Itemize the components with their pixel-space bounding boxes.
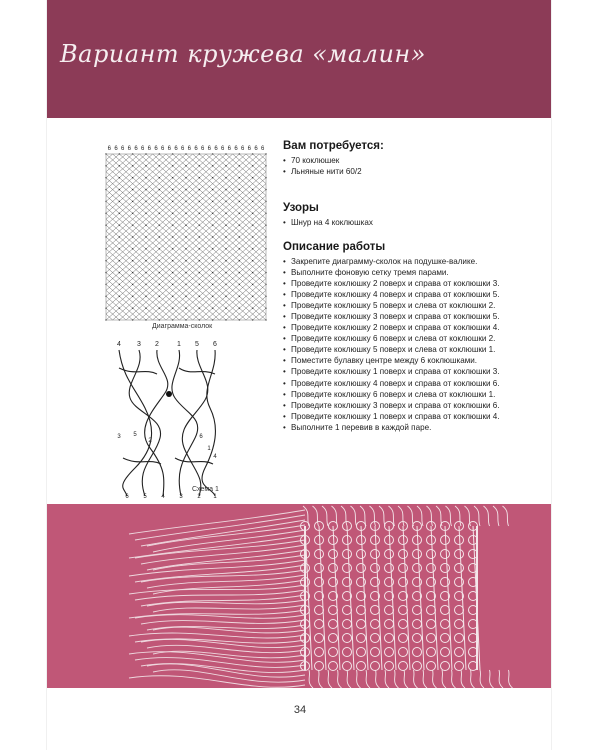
page-number: 34 — [293, 704, 307, 716]
list-item: • Проведите коклюшку 6 поверх и слева от коклюшки 1. — [283, 389, 500, 400]
list-item: • Проведите коклюшку 4 поверх и справа от коклюшки 5. — [283, 289, 500, 300]
pricking-number: 6 — [254, 146, 258, 152]
header-banner — [47, 0, 551, 118]
scheme-number: 2 — [197, 494, 201, 500]
list-item: • Проведите коклюшку 1 поверх и справа от коклюшки 3. — [283, 366, 500, 377]
list-item: • Льняные нити 60/2 — [283, 166, 384, 177]
patterns-list — [283, 217, 373, 228]
list-item: • Выполните 1 перевив в каждой паре. — [283, 422, 500, 433]
pricking-number: 6 — [194, 146, 198, 152]
scheme-number: 4 — [213, 454, 217, 460]
pricking-number: 6 — [147, 146, 152, 152]
scheme-number: 4 — [161, 494, 165, 500]
lace-photo — [47, 504, 551, 688]
needs-section — [283, 140, 384, 177]
pricking-caption: Диаграмма-сколок — [152, 323, 213, 330]
list-item: • Проведите коклюшку 6 поверх и слева от коклюшки 2. — [283, 333, 500, 344]
list-item: • Закрепите диаграмму-сколок на подушке-валике. — [283, 256, 500, 267]
pricking-number: 6 — [227, 146, 232, 152]
pin-dot — [166, 391, 172, 397]
pricking-number: 6 — [127, 146, 132, 152]
scheme-number: 1 — [177, 341, 181, 348]
braid-scheme — [105, 338, 233, 500]
pricking-number: 6 — [240, 146, 245, 152]
scheme-number: 5 — [133, 432, 137, 438]
list-item: • Проведите коклюшку 5 поверх и слева от коклюшки 1. — [283, 344, 500, 355]
scheme-number: 3 — [179, 494, 183, 500]
pricking-number: 6 — [187, 146, 192, 152]
scheme-number: 5 — [195, 341, 199, 348]
scheme-number: 3 — [137, 341, 141, 348]
scheme-caption: Схема 1 — [192, 486, 219, 493]
scheme-number: 1 — [207, 446, 211, 452]
list-item: • Проведите коклюшку 2 поверх и справа от коклюшки 4. — [283, 322, 500, 333]
pricking-number: 6 — [134, 146, 138, 152]
pricking-number: 6 — [214, 146, 218, 152]
work-heading: Описание работы — [283, 241, 386, 253]
scheme-number: 4 — [117, 341, 121, 348]
pricking-number: 6 — [247, 146, 252, 152]
list-item: • Шнур на 4 коклюшках — [283, 217, 373, 228]
work-list — [283, 256, 500, 433]
pricking-number: 6 — [167, 146, 172, 152]
needs-list — [283, 155, 384, 177]
pricking-number: 6 — [234, 146, 238, 152]
patterns-section — [283, 202, 373, 228]
pricking-grid — [103, 142, 269, 328]
page-title: Вариант кружева «малин» — [60, 40, 426, 68]
list-item: • Проведите коклюшку 2 поверх и справа от коклюшки 3. — [283, 278, 500, 289]
pricking-number: 6 — [114, 146, 118, 152]
scheme-number: 6 — [199, 434, 203, 440]
pricking-number: 6 — [207, 146, 212, 152]
scheme-number: 6 — [213, 341, 217, 348]
list-item: • Проведите коклюшку 1 поверх и справа от коклюшки 4. — [283, 411, 500, 422]
list-item: • Проведите коклюшку 5 поверх и слева от коклюшки 2. — [283, 300, 500, 311]
scheme-number: 2 — [155, 341, 159, 348]
pricking-number: 6 — [260, 146, 265, 152]
pricking-diagram — [103, 142, 269, 328]
scheme-number: 1 — [213, 494, 217, 500]
list-item: • Поместите булавку центре между 6 коклюшками. — [283, 355, 500, 366]
pricking-number: 6 — [160, 146, 165, 152]
pricking-number: 6 — [140, 146, 145, 152]
list-item: • Проведите коклюшку 4 поверх и справа от коклюшки 6. — [283, 378, 500, 389]
patterns-heading: Узоры — [283, 202, 319, 214]
list-item: • Проведите коклюшку 3 поверх и справа от коклюшки 6. — [283, 400, 500, 411]
braid-scheme-drawing — [105, 338, 233, 500]
work-section — [283, 241, 500, 433]
scheme-number: 5 — [143, 494, 147, 500]
pricking-number: 6 — [180, 146, 185, 152]
scheme-number: 6 — [125, 494, 129, 500]
pricking-number: 6 — [154, 146, 158, 152]
pricking-number: 6 — [200, 146, 205, 152]
scheme-number: 3 — [117, 434, 121, 440]
pricking-number: 6 — [220, 146, 225, 152]
lace-photo-drawing — [47, 504, 551, 688]
scheme-number: 2 — [148, 438, 152, 444]
list-item: • 70 коклюшек — [283, 155, 384, 166]
list-item: • Проведите коклюшку 3 поверх и справа от коклюшки 5. — [283, 311, 500, 322]
pricking-number: 6 — [107, 146, 112, 152]
list-item: • Выполните фоновую сетку тремя парами. — [283, 267, 500, 278]
needs-heading: Вам потребуется: — [283, 140, 384, 152]
pricking-number: 6 — [174, 146, 178, 152]
pricking-number: 6 — [120, 146, 125, 152]
